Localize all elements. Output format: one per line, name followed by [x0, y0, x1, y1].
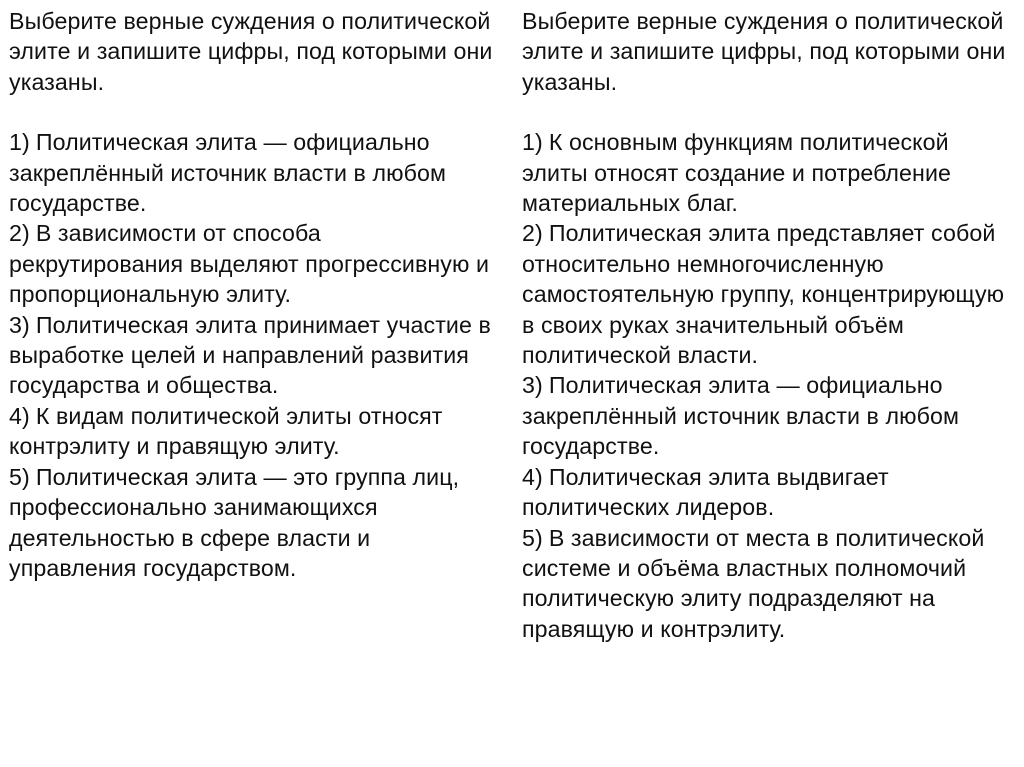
option-item	[522, 127, 1012, 218]
option-text: Политическая элита выдвигает политических лидеров.	[522, 463, 889, 521]
option-text: В зависимости от способа рекрутирования выделяют прогрессивную и пропорциональную элиту.	[9, 220, 490, 308]
options-list	[9, 127, 499, 583]
options-list	[522, 127, 1012, 644]
task-prompt: Выберите верные суждения о политической элите и запишите цифры, под которыми они указаны.	[9, 8, 493, 95]
option-text: Политическая элита — официально закреплённый источник власти в любом государстве.	[522, 372, 960, 460]
option-item	[9, 218, 499, 309]
option-number: 5)	[522, 524, 543, 551]
right-task	[522, 6, 1012, 644]
option-item	[9, 310, 499, 401]
option-number: 3)	[9, 311, 30, 338]
option-number: 3)	[522, 372, 543, 399]
option-number: 2)	[9, 220, 30, 247]
task-prompt: Выберите верные суждения о политической элите и запишите цифры, под которыми они указаны.	[522, 8, 1006, 95]
option-number: 2)	[522, 220, 543, 247]
option-item	[522, 462, 1012, 523]
option-text: В зависимости от места в политической системе и объёма властных полномочий политическую элиту подразделяют на правящую и контрэлиту.	[522, 524, 985, 642]
left-task	[9, 6, 499, 583]
option-text: Политическая элита представляет собой относительно немногочисленную самостоятельную группу, концентрирующую в своих руках значительный объём политической власти.	[522, 220, 1005, 369]
option-text: Политическая элита принимает участие в выработке целей и направлений развития государства и общества.	[9, 311, 491, 399]
option-item	[9, 462, 499, 584]
option-text: Политическая элита — это группа лиц, профессионально занимающихся деятельностью в сфере власти и управления государством.	[9, 463, 460, 581]
option-text: Политическая элита — официально закреплённый источник власти в любом государстве.	[9, 129, 447, 217]
option-text: К видам политической элиты относят контрэлиту и правящую элиту.	[9, 402, 443, 460]
option-text: К основным функциям политической элиты относят создание и потребление материальных благ.	[522, 129, 951, 217]
option-item	[522, 523, 1012, 645]
option-number: 1)	[522, 129, 543, 156]
option-item	[522, 370, 1012, 461]
option-number: 4)	[522, 463, 543, 490]
option-item	[9, 401, 499, 462]
option-number: 5)	[9, 463, 30, 490]
option-item	[522, 218, 1012, 370]
option-number: 4)	[9, 402, 30, 429]
option-number: 1)	[9, 129, 30, 156]
option-item	[9, 127, 499, 218]
